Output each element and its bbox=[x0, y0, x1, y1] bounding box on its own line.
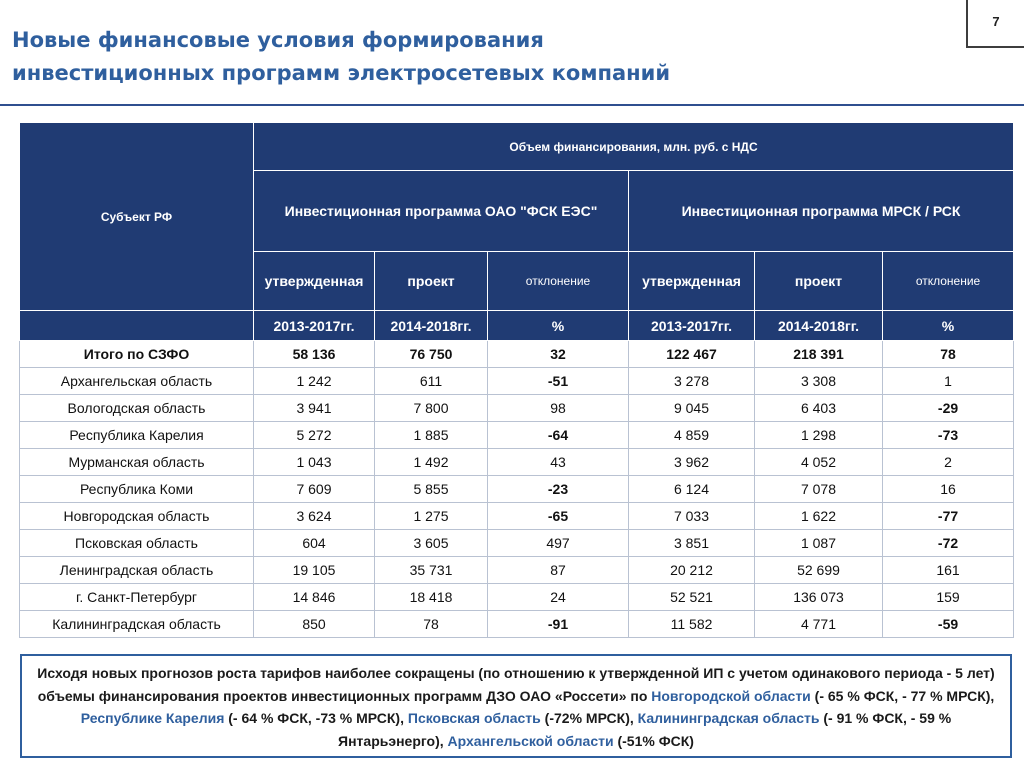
note-text-1: Исходя новых прогнозов роста тарифов наиболее сокращены (по отношению к утвержденной ИП с учетом одинакового периода - 5 лет) объемы финансирования проектов инвестиционных программ ДЗО ОАО «Россети» по bbox=[37, 665, 995, 704]
fsk-project: 611 bbox=[375, 368, 488, 395]
mrsk-deviation: 16 bbox=[883, 476, 1014, 503]
fsk-approved: 14 846 bbox=[254, 584, 375, 611]
header-mrsk-period-approved: 2013-2017гг. bbox=[629, 311, 755, 341]
header-mrsk-approved: утвержденная bbox=[629, 252, 755, 311]
region-name: Псковская область bbox=[20, 530, 254, 557]
fsk-project: 1 885 bbox=[375, 422, 488, 449]
fsk-approved: 5 272 bbox=[254, 422, 375, 449]
header-fsk-approved: утвержденная bbox=[254, 252, 375, 311]
total-name: Итого по СЗФО bbox=[20, 341, 254, 368]
fsk-approved: 3 941 bbox=[254, 395, 375, 422]
header-fsk-unit: % bbox=[488, 311, 629, 341]
page-title bbox=[12, 24, 912, 90]
fsk-project: 7 800 bbox=[375, 395, 488, 422]
header-mrsk-deviation: отклонение bbox=[883, 252, 1014, 311]
mrsk-approved: 52 521 bbox=[629, 584, 755, 611]
fsk-project: 1 275 bbox=[375, 503, 488, 530]
header-subject: Субъект РФ bbox=[20, 123, 254, 311]
header-mrsk-project: проект bbox=[755, 252, 883, 311]
page-title-line-2: инвестиционных программ электросетевых компаний bbox=[12, 61, 671, 85]
summary-note bbox=[20, 654, 1012, 758]
fsk-project: 5 855 bbox=[375, 476, 488, 503]
mrsk-approved: 7 033 bbox=[629, 503, 755, 530]
total-fsk-deviation: 32 bbox=[488, 341, 629, 368]
table-row bbox=[20, 611, 1014, 638]
header-fsk-project: проект bbox=[375, 252, 488, 311]
total-fsk-project: 76 750 bbox=[375, 341, 488, 368]
mrsk-deviation: 161 bbox=[883, 557, 1014, 584]
total-mrsk-approved: 122 467 bbox=[629, 341, 755, 368]
mrsk-deviation: -72 bbox=[883, 530, 1014, 557]
note-region-pskov: Псковская область bbox=[407, 710, 541, 726]
fsk-approved: 7 609 bbox=[254, 476, 375, 503]
mrsk-project: 1 622 bbox=[755, 503, 883, 530]
fsk-deviation: 497 bbox=[488, 530, 629, 557]
header-fsk-deviation: отклонение bbox=[488, 252, 629, 311]
page-title-line-1: Новые финансовые условия формирования bbox=[12, 28, 544, 52]
fsk-deviation: -64 bbox=[488, 422, 629, 449]
mrsk-deviation: -59 bbox=[883, 611, 1014, 638]
mrsk-project: 3 308 bbox=[755, 368, 883, 395]
header-group-fsk: Инвестиционная программа ОАО "ФСК ЕЭС" bbox=[254, 171, 629, 252]
note-text-5: (- 91 % ФСК, - 59 % Янтарьэнерго), bbox=[338, 710, 952, 749]
fsk-deviation: 24 bbox=[488, 584, 629, 611]
note-text-3: (- 64 % ФСК, -73 % МРСК), bbox=[224, 710, 408, 726]
mrsk-approved: 3 278 bbox=[629, 368, 755, 395]
total-fsk-approved: 58 136 bbox=[254, 341, 375, 368]
header-fsk-period-project: 2014-2018гг. bbox=[375, 311, 488, 341]
table-row bbox=[20, 530, 1014, 557]
fsk-approved: 3 624 bbox=[254, 503, 375, 530]
mrsk-project: 52 699 bbox=[755, 557, 883, 584]
table-row bbox=[20, 584, 1014, 611]
region-name: Мурманская область bbox=[20, 449, 254, 476]
header-group-mrsk: Инвестиционная программа МРСК / РСК bbox=[629, 171, 1014, 252]
header-mrsk-period-project: 2014-2018гг. bbox=[755, 311, 883, 341]
fsk-project: 18 418 bbox=[375, 584, 488, 611]
mrsk-deviation: 159 bbox=[883, 584, 1014, 611]
region-name: Республика Карелия bbox=[20, 422, 254, 449]
table-row bbox=[20, 503, 1014, 530]
total-mrsk-project: 218 391 bbox=[755, 341, 883, 368]
mrsk-project: 6 403 bbox=[755, 395, 883, 422]
mrsk-project: 136 073 bbox=[755, 584, 883, 611]
region-name: Калининградская область bbox=[20, 611, 254, 638]
mrsk-deviation: -73 bbox=[883, 422, 1014, 449]
fsk-deviation: 43 bbox=[488, 449, 629, 476]
page-number: 7 bbox=[992, 14, 1000, 29]
table-row bbox=[20, 449, 1014, 476]
note-region-karelia: Республике Карелия bbox=[80, 710, 225, 726]
table-row bbox=[20, 395, 1014, 422]
note-region-novgorod: Новгородской области bbox=[651, 687, 811, 704]
fsk-project: 3 605 bbox=[375, 530, 488, 557]
fsk-project: 35 731 bbox=[375, 557, 488, 584]
fsk-approved: 1 242 bbox=[254, 368, 375, 395]
region-name: Ленинградская область bbox=[20, 557, 254, 584]
mrsk-approved: 11 582 bbox=[629, 611, 755, 638]
title-divider bbox=[0, 104, 1024, 106]
mrsk-deviation: 2 bbox=[883, 449, 1014, 476]
mrsk-project: 7 078 bbox=[755, 476, 883, 503]
fsk-deviation: -23 bbox=[488, 476, 629, 503]
note-text-2: (- 65 % ФСК, - 77 % МРСК), bbox=[810, 687, 995, 704]
fsk-approved: 850 bbox=[254, 611, 375, 638]
fsk-deviation: 87 bbox=[488, 557, 629, 584]
page-number-box bbox=[966, 0, 1024, 48]
mrsk-deviation: -29 bbox=[883, 395, 1014, 422]
mrsk-project: 1 298 bbox=[755, 422, 883, 449]
region-name: г. Санкт-Петербург bbox=[20, 584, 254, 611]
table-row bbox=[20, 476, 1014, 503]
fsk-deviation: 98 bbox=[488, 395, 629, 422]
header-fsk-period-approved: 2013-2017гг. bbox=[254, 311, 375, 341]
header-mrsk-unit: % bbox=[883, 311, 1014, 341]
total-row bbox=[20, 341, 1014, 368]
total-mrsk-deviation: 78 bbox=[883, 341, 1014, 368]
fsk-deviation: -91 bbox=[488, 611, 629, 638]
mrsk-project: 1 087 bbox=[755, 530, 883, 557]
note-text-6: (-51% ФСК) bbox=[613, 732, 694, 749]
header-funding-volume: Объем финансирования, млн. руб. с НДС bbox=[254, 123, 1014, 171]
table-row bbox=[20, 422, 1014, 449]
region-name: Вологодская область bbox=[20, 395, 254, 422]
fsk-project: 1 492 bbox=[375, 449, 488, 476]
mrsk-approved: 3 851 bbox=[629, 530, 755, 557]
table-row bbox=[20, 368, 1014, 395]
fsk-approved: 19 105 bbox=[254, 557, 375, 584]
mrsk-approved: 9 045 bbox=[629, 395, 755, 422]
fsk-project: 78 bbox=[375, 611, 488, 638]
region-name: Республика Коми bbox=[20, 476, 254, 503]
fsk-deviation: -51 bbox=[488, 368, 629, 395]
fsk-approved: 1 043 bbox=[254, 449, 375, 476]
fsk-approved: 604 bbox=[254, 530, 375, 557]
mrsk-approved: 4 859 bbox=[629, 422, 755, 449]
mrsk-project: 4 052 bbox=[755, 449, 883, 476]
header-subject-spacer bbox=[20, 311, 254, 341]
region-name: Архангельская область bbox=[20, 368, 254, 395]
region-name: Новгородская область bbox=[20, 503, 254, 530]
mrsk-deviation: -77 bbox=[883, 503, 1014, 530]
mrsk-approved: 6 124 bbox=[629, 476, 755, 503]
note-region-arkhangelsk: Архангельской области bbox=[447, 732, 614, 749]
mrsk-project: 4 771 bbox=[755, 611, 883, 638]
financing-table bbox=[19, 122, 1014, 638]
note-region-kaliningrad: Калининградская область bbox=[637, 710, 820, 726]
table-row bbox=[20, 557, 1014, 584]
mrsk-deviation: 1 bbox=[883, 368, 1014, 395]
fsk-deviation: -65 bbox=[488, 503, 629, 530]
mrsk-approved: 20 212 bbox=[629, 557, 755, 584]
mrsk-approved: 3 962 bbox=[629, 449, 755, 476]
note-text-4: (-72% МРСК), bbox=[540, 710, 638, 726]
